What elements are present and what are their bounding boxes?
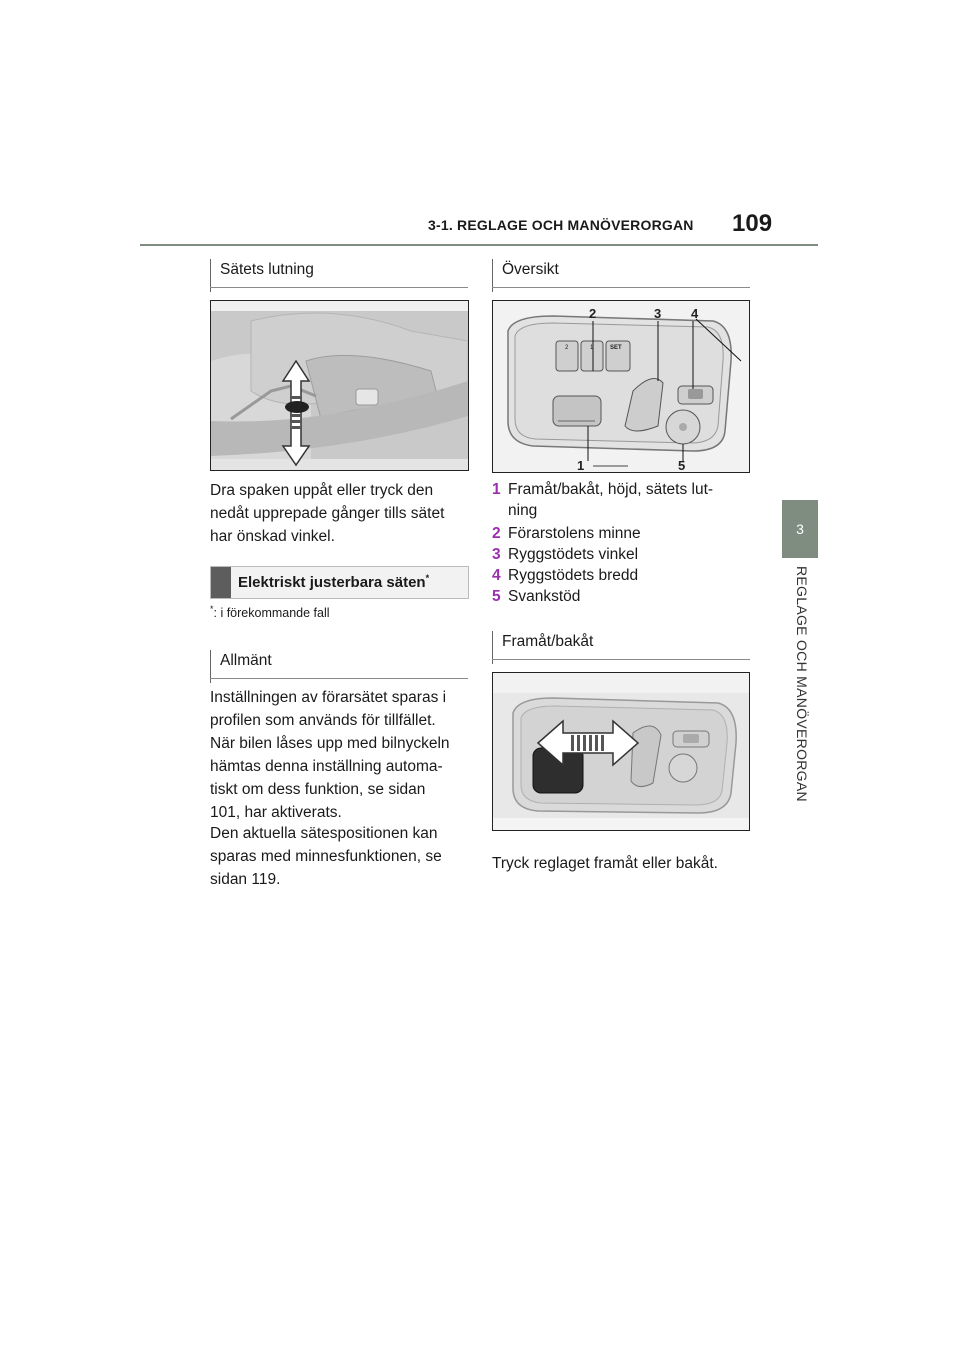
- legend-item-4: [492, 565, 754, 586]
- legend-text: Framåt/bakåt, höjd, sätets lut-: [508, 481, 714, 498]
- legend-item-5: [492, 586, 754, 607]
- text-line: Den aktuella sätespositionen kan: [210, 825, 438, 842]
- heading-rule: [210, 678, 468, 679]
- text-line: tiskt om dess funktion, se sidan: [210, 781, 426, 798]
- section-title: 3-1. REGLAGE OCH MANÖVERORGAN: [428, 217, 694, 233]
- seat-tilt-illustration: [211, 301, 468, 470]
- legend-number: 2: [492, 525, 501, 542]
- box-title: [238, 573, 429, 591]
- footnote-star: *: [210, 604, 214, 614]
- text-line: sidan 119.: [210, 871, 281, 888]
- legend-item-1: [492, 479, 754, 500]
- text-line: hämtas denna inställning automa-: [210, 758, 443, 775]
- text-line: nedåt upprepade gånger tills sätet: [210, 505, 445, 522]
- overview-figure: [492, 300, 750, 473]
- box-title-text: Elektriskt justerbara säten: [238, 574, 426, 591]
- memory-button-2-label: 2: [565, 345, 569, 351]
- legend-item-3: [492, 544, 754, 565]
- forward-back-instructions: Tryck reglaget framåt eller bakåt.: [492, 855, 718, 872]
- footnote-marker: *: [425, 573, 430, 583]
- tilt-instructions: [210, 479, 470, 548]
- heading-overview-text: Översikt: [502, 261, 559, 278]
- text-line: sparas med minnesfunktionen, se: [210, 848, 442, 865]
- text-line: När bilen låses upp med bilnyckeln: [210, 735, 450, 752]
- chapter-tab: 3: [782, 500, 818, 558]
- callout-1: 1: [577, 458, 585, 472]
- forward-back-figure: [492, 672, 750, 831]
- seat-control-panel-illustration: [493, 301, 749, 472]
- heading-rule: [210, 287, 468, 288]
- general-paragraph-1: [210, 686, 472, 824]
- footnote: [210, 604, 330, 620]
- page-number: 109: [732, 210, 773, 237]
- callout-5: 5: [678, 458, 686, 472]
- overview-legend: [492, 479, 754, 607]
- seat-tilt-figure: [210, 300, 469, 471]
- forward-back-illustration: [493, 673, 749, 830]
- heading-rule: [492, 287, 750, 288]
- legend-item-1-cont: [492, 500, 754, 521]
- legend-number: 1: [492, 481, 501, 498]
- header-rule: [140, 244, 818, 246]
- set-button-label: SET: [610, 345, 622, 351]
- general-paragraph-2: [210, 822, 472, 891]
- callout-2: 2: [589, 306, 597, 321]
- footnote-text: : i förekommande fall: [213, 606, 330, 621]
- legend-number: 3: [492, 546, 501, 563]
- legend-text: Ryggstödets bredd: [508, 567, 639, 584]
- legend-text: Ryggstödets vinkel: [508, 546, 639, 563]
- heading-general-text: Allmänt: [220, 652, 272, 669]
- chapter-side-title: [788, 566, 818, 816]
- box-bar: [211, 567, 231, 598]
- callout-3: 3: [654, 306, 662, 321]
- legend-text: ning: [508, 502, 538, 519]
- legend-number: 4: [492, 567, 501, 584]
- heading-seat-tilt-text: Sätets lutning: [220, 261, 314, 278]
- text-line: Dra spaken uppåt eller tryck den: [210, 482, 434, 499]
- legend-text: Förarstolens minne: [508, 525, 641, 542]
- callout-4: 4: [691, 306, 699, 321]
- section-box-electric-seats: [210, 566, 469, 599]
- legend-text: Svankstöd: [508, 588, 581, 605]
- heading-forward-back-text: Framåt/bakåt: [502, 633, 594, 650]
- text-line: profilen som används för tillfället.: [210, 712, 436, 729]
- chapter-side-title-text: REGLAGE OCH MANÖVERORGAN: [794, 566, 810, 802]
- heading-rule: [492, 659, 750, 660]
- legend-number: 5: [492, 588, 501, 605]
- text-line: har önskad vinkel.: [210, 528, 335, 545]
- memory-button-1-label: 1: [590, 345, 594, 351]
- text-line: 101, har aktiverats.: [210, 804, 342, 821]
- text-line: Inställningen av förarsätet sparas i: [210, 689, 447, 706]
- legend-item-2: [492, 523, 754, 544]
